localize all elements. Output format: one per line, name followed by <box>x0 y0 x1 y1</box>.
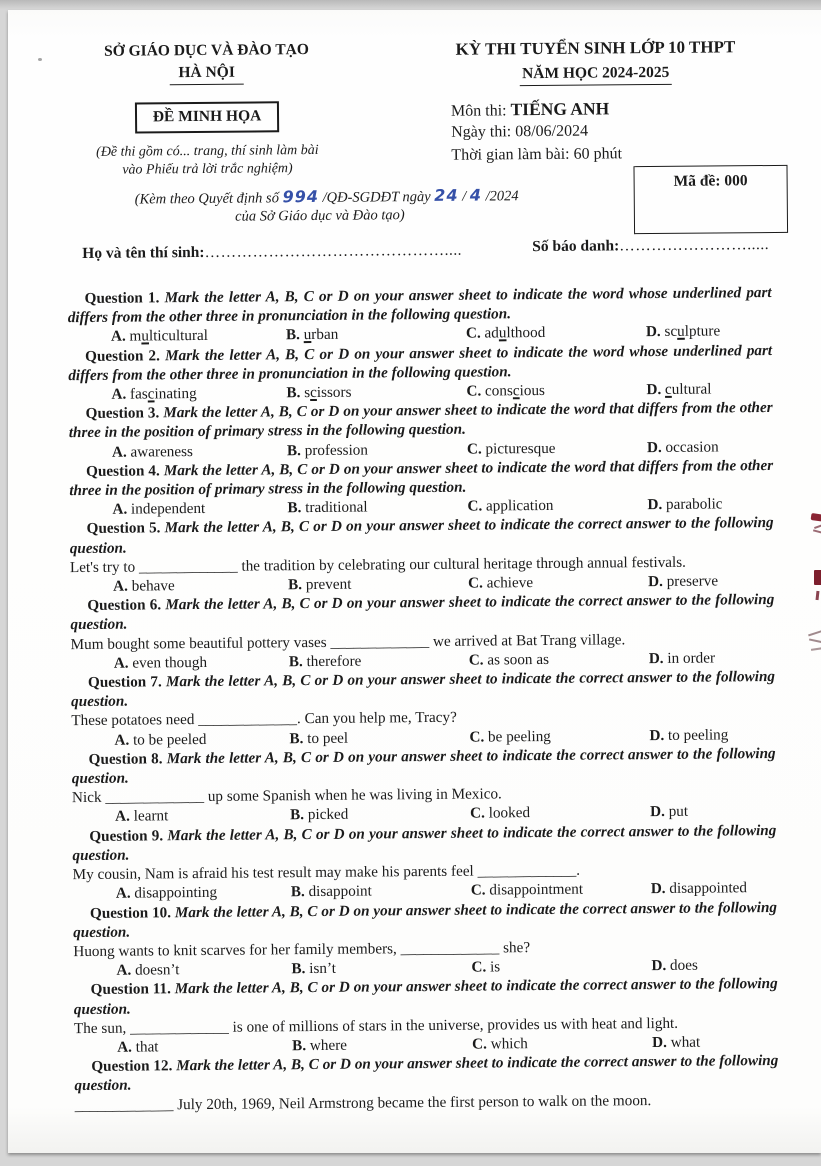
question-instruction: Mark the letter A, B, C or D on your answer sheet to indicate the word whose underlined part differs from the other three in pronunciation in the following question. <box>68 341 773 384</box>
option-letter: A. <box>111 443 127 461</box>
option-d: D. parabolic <box>647 495 723 514</box>
question-sentence: _____________ July 20th, 1969, Neil Armstrong became the first person to walk on the moon. <box>74 1091 652 1114</box>
question-instruction: Mark the letter A, B, C or D on your answer sheet to indicate the correct answer to the following question. <box>74 1052 779 1095</box>
question-number: Question 2. <box>85 346 160 365</box>
option-c: C. be peeling <box>469 727 551 746</box>
candidate-name-dotted-line: ……………………………………….... <box>204 241 463 261</box>
option-c: C. application <box>467 497 554 515</box>
question-header <box>70 513 774 558</box>
option-letter: A. <box>113 654 129 672</box>
option-c: C. adulthood <box>465 324 546 343</box>
option-d: D. does <box>651 956 698 975</box>
option-c: C. achieve <box>468 574 534 592</box>
question-block <box>70 513 775 596</box>
option-b: B. picked <box>290 806 349 824</box>
question-header <box>74 974 778 1019</box>
option-d: D. disappointed <box>650 879 748 898</box>
option-b: B. disappoint <box>290 882 372 901</box>
question-number: Question 5. <box>86 519 161 538</box>
option-letter: A. <box>116 961 132 979</box>
question-block <box>69 456 773 520</box>
question-block <box>68 341 772 405</box>
option-a: A. even though <box>113 653 208 672</box>
underlined-letter: u <box>498 324 507 342</box>
candidate-id-dotted-line: ……………………..... <box>619 236 770 255</box>
attachment-line2: của Sở Giáo dục và Đào tạo) <box>235 207 405 225</box>
option-b: B. isn’t <box>291 959 337 978</box>
question-instruction: Mark the letter A, B, C or D on your answer sheet to indicate the word that differs from the other three in the position of primary stress in the following question. <box>68 399 773 442</box>
option-letter: C. <box>468 574 483 592</box>
question-instruction: Mark the letter A, B, C or D on your answer sheet to indicate the correct answer to the following question. <box>73 975 778 1018</box>
underlined-letter: u <box>141 327 150 345</box>
option-d: D. in order <box>648 649 716 667</box>
option-letter: B. <box>288 576 303 594</box>
subject-line: Môn thi: TIẾNG ANH <box>450 98 610 120</box>
question-block <box>74 1051 778 1115</box>
option-letter: A. <box>110 328 126 346</box>
option-letter: A. <box>111 385 127 403</box>
question-block <box>72 744 777 827</box>
option-letter: C. <box>468 651 484 669</box>
option-d: D. what <box>652 1033 701 1051</box>
option-letter: B. <box>288 652 303 671</box>
option-letter: C. <box>467 497 483 515</box>
option-letter: C. <box>466 440 482 458</box>
underlined-letter: u <box>303 326 312 344</box>
question-number: Question 4. <box>86 462 160 480</box>
questions <box>8 283 821 1116</box>
option-letter: C. <box>470 881 486 899</box>
option-b: B. therefore <box>288 652 362 671</box>
candidate-name-field: Họ và tên thí sinh:……………………………………….... <box>82 241 463 263</box>
option-b: B. prevent <box>288 575 352 594</box>
option-b: B. urban <box>285 326 339 344</box>
option-c: C. picturesque <box>466 439 556 458</box>
option-c: C. as soon as <box>468 650 550 669</box>
exam-code-label: Mã đề: 000 <box>673 172 748 190</box>
question-number: Question 1. <box>84 289 160 307</box>
question-sentence: Mum bought some beautiful pottery vases _____________ we arrived at Bat Trang village. <box>70 630 626 653</box>
option-c: C. which <box>472 1035 528 1053</box>
option-letter: B. <box>286 384 301 402</box>
question-number: Question 9. <box>89 827 164 845</box>
option-c: C. looked <box>470 804 531 823</box>
option-letter: A. <box>115 884 131 903</box>
candidate-id-field: Số báo danh:……………………..... <box>532 236 770 256</box>
question-header <box>68 341 772 386</box>
option-d: D. to peeling <box>649 726 729 744</box>
option-letter: C. <box>472 1035 487 1053</box>
page-content <box>8 10 821 1153</box>
option-a: A. learnt <box>115 807 169 826</box>
option-letter: A. <box>115 808 130 826</box>
question-number: Question 11. <box>90 980 171 999</box>
question-instruction: Mark the letter A, B, C or D on your answer sheet to indicate the correct answer to the following question. <box>70 591 775 634</box>
question-header <box>72 821 776 866</box>
question-sentence: These potatoes need _____________. Can you help me, Tracy? <box>71 709 457 730</box>
option-a: A. fascinating <box>111 385 197 403</box>
option-letter: C. <box>466 382 482 400</box>
option-letter: D. <box>648 649 664 667</box>
option-letter: C. <box>470 804 485 823</box>
exam-title-line1: KỲ THI TUYỂN SINH LỚP 10 THPT <box>455 37 736 59</box>
option-a: A. doesn’t <box>116 961 180 979</box>
question-sentence: The sun, _____________ is one of millions of stars in the universe, provides us with heat and light. <box>73 1014 679 1037</box>
option-letter: B. <box>286 441 301 459</box>
option-a: A. disappointing <box>115 884 218 903</box>
underlined-letter: c <box>512 382 520 400</box>
exam-type-box <box>109 101 305 134</box>
underlined-letter: c <box>147 385 155 403</box>
exam-type-label: ĐỀ MINH HỌA <box>135 101 280 133</box>
option-a: A. that <box>117 1038 159 1056</box>
option-b: B. profession <box>286 441 369 459</box>
handwritten-day: 24 <box>434 185 459 205</box>
underlined-letter: c <box>310 383 317 402</box>
question-number: Question 8. <box>88 750 163 768</box>
question-header <box>73 897 777 942</box>
question-instruction: Mark the letter A, B, C or D on your answer sheet to indicate the word whose underlined part differs from the other three in pronunciation in the following question. <box>67 283 772 327</box>
option-letter: A. <box>114 731 130 749</box>
option-letter: D. <box>652 1033 667 1051</box>
question-instruction: Mark the letter A, B, C or D on your answer sheet to indicate the correct answer to the following question. <box>71 744 776 788</box>
option-a: A. to be peeled <box>114 730 207 749</box>
question-header <box>70 590 774 635</box>
option-letter: A. <box>113 577 128 595</box>
question-header <box>72 744 776 789</box>
option-letter: B. <box>285 326 300 344</box>
option-letter: D. <box>646 380 662 399</box>
option-letter: B. <box>290 806 305 824</box>
option-letter: C. <box>471 958 487 976</box>
underlined-letter: u <box>677 323 685 341</box>
question-number: Question 12. <box>91 1057 173 1076</box>
option-d: D. cultural <box>646 380 712 399</box>
question-instruction: Mark the letter A, B, C or D on your answer sheet to indicate the correct answer to the following question. <box>73 898 778 941</box>
handwritten-month: 4 <box>469 185 483 205</box>
option-letter: B. <box>290 883 305 901</box>
option-letter: B. <box>289 729 304 747</box>
question-number: Question 10. <box>89 903 172 922</box>
handwritten-decision-number: 994 <box>282 186 320 207</box>
question-block <box>73 897 778 980</box>
option-letter: A. <box>112 500 128 518</box>
question-block <box>70 590 775 673</box>
option-letter: D. <box>650 880 666 898</box>
option-letter: A. <box>117 1038 132 1056</box>
exam-date-line: Ngày thi: 08/06/2024 <box>451 122 589 141</box>
question-header <box>71 667 775 712</box>
question-header <box>69 456 773 501</box>
paper-sheet <box>8 10 821 1153</box>
option-b: B. to peel <box>289 729 349 747</box>
question-header <box>74 1051 778 1096</box>
subject-value: TIẾNG ANH <box>510 98 610 120</box>
exam-code-box <box>633 165 788 234</box>
option-a: A. awareness <box>111 442 193 461</box>
question-number: Question 3. <box>85 404 160 423</box>
question-block <box>69 398 773 462</box>
option-letter: B. <box>292 1037 307 1055</box>
option-c: C. is <box>471 958 501 976</box>
question-sentence: Nick _____________ up some Spanish when he was living in Mexico. <box>71 785 502 807</box>
question-instruction: Mark the letter A, B, C or D on your answer sheet to indicate the correct answer to the following question. <box>69 514 774 557</box>
question-header <box>69 398 773 443</box>
option-letter: D. <box>651 957 667 975</box>
question-instruction: Mark the letter A, B, C or D on your answer sheet to indicate the word that differs from the other three in the position of primary stress in the following question. <box>69 456 774 500</box>
exam-title-line2: NĂM HỌC 2024-2025 <box>396 63 796 87</box>
question-sentence: Huong wants to knit scarves for her family members, _____________ she? <box>73 939 531 961</box>
underlined-letter: c <box>664 380 672 398</box>
question-instruction: Mark the letter A, B, C or D on your answer sheet to indicate the correct answer to the following question. <box>72 821 777 865</box>
option-letter: B. <box>287 499 302 517</box>
option-d: D. occasion <box>646 438 719 456</box>
option-letter: D. <box>646 438 662 456</box>
department-line1: SỞ GIÁO DỤC VÀ ĐÀO TẠO <box>103 41 309 60</box>
option-letter: D. <box>649 726 665 744</box>
option-d: D. sculpture <box>645 322 721 341</box>
option-letter: D. <box>650 803 665 821</box>
option-a: A. multicultural <box>110 327 209 346</box>
question-block <box>74 974 779 1057</box>
option-letter: D. <box>648 572 663 591</box>
exam-note-line2: vào Phiếu trả lời trắc nghiệm) <box>122 161 293 178</box>
option-letter: C. <box>465 324 481 343</box>
option-d: D. preserve <box>648 572 719 591</box>
option-d: D. put <box>650 803 689 821</box>
question-block <box>72 821 777 904</box>
option-c: C. conscious <box>466 381 545 400</box>
option-letter: B. <box>291 960 306 978</box>
question-number: Question 6. <box>87 596 162 615</box>
department-line2: HÀ NỘI <box>81 63 333 86</box>
option-letter: C. <box>469 728 485 746</box>
question-header <box>68 283 772 328</box>
option-letter: D. <box>645 323 661 341</box>
option-a: A. behave <box>113 577 175 595</box>
question-block <box>71 667 776 750</box>
option-b: B. scissors <box>286 383 352 402</box>
question-sentence: My cousin, Nam is afraid his test result may make his parents feel _____________. <box>72 861 581 884</box>
question-instruction: Mark the letter A, B, C or D on your answer sheet to indicate the correct answer to the following question. <box>71 668 776 711</box>
option-b: B. where <box>292 1036 348 1055</box>
red-ink-edge-mark <box>814 570 821 585</box>
option-c: C. disappointment <box>470 880 584 899</box>
option-b: B. traditional <box>287 498 368 517</box>
duration-line: Thời gian làm bài: 60 phút <box>451 145 623 164</box>
attachment-line: (Kèm theo Quyết định số 994 /QĐ-SGDĐT ngày 24 / 4 /2024 <box>134 185 519 208</box>
option-a: A. independent <box>112 500 206 518</box>
question-number: Question 7. <box>87 673 162 692</box>
option-letter: D. <box>647 496 663 514</box>
exam-note-line1: (Đề thi gồm có... trang, thí sinh làm bài <box>96 142 319 160</box>
question-block <box>68 283 772 347</box>
question-sentence: Let's try to _____________ the tradition by celebrating our cultural heritage through annual festivals. <box>69 553 686 576</box>
